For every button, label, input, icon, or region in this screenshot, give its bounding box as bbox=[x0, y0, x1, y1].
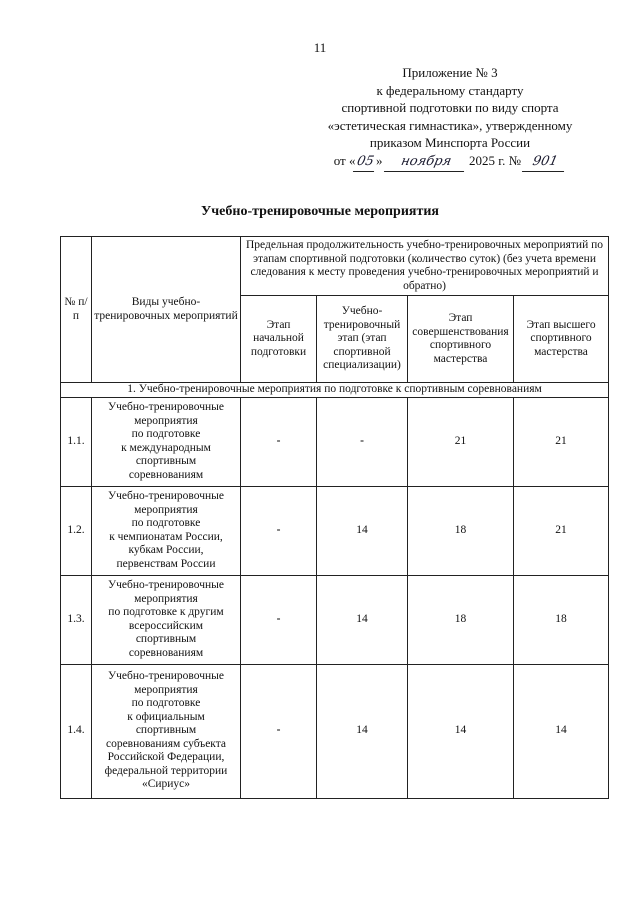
header-stage-initial: Этап начальной подготовки bbox=[241, 296, 317, 383]
kind-line: спортивным bbox=[135, 455, 197, 467]
header-stage-higher: Этап высшего спортивного мастерства bbox=[514, 296, 609, 383]
kind-line: мероприятия bbox=[134, 503, 198, 516]
row-number: 1.3. bbox=[61, 575, 92, 664]
row-number: 1.1. bbox=[61, 397, 92, 486]
section-title: 1. Учебно-тренировочные мероприятия по подготовке к спортивным соревнованиям bbox=[61, 383, 609, 398]
row-kind bbox=[92, 575, 241, 664]
document-title: Учебно-тренировочные мероприятия bbox=[201, 204, 439, 219]
kind-line: к официальным bbox=[127, 710, 205, 723]
kind-line: по подготовке к другим bbox=[108, 606, 224, 618]
cell-stage-training: 14 bbox=[317, 486, 408, 575]
cell-stage-higher: 18 bbox=[514, 575, 609, 664]
cell-stage-initial: - bbox=[241, 664, 317, 798]
kind-line: первенствам России bbox=[116, 557, 216, 570]
handwritten-day: 05 bbox=[354, 153, 378, 172]
table-row bbox=[61, 664, 609, 798]
kind-line: по подготовке bbox=[131, 517, 201, 529]
cell-stage-training: 14 bbox=[317, 575, 408, 664]
header-stage-improvement: Этап совершенствования спортивного мастерства bbox=[408, 296, 514, 383]
cell-stage-improvement: 21 bbox=[408, 397, 514, 486]
kind-line: кубкам России, bbox=[128, 544, 204, 556]
kind-line: к чемпионатам России, bbox=[109, 530, 223, 543]
kind-line: соревнованиям субъекта bbox=[105, 737, 227, 750]
cell-stage-higher: 14 bbox=[514, 664, 609, 798]
table-row bbox=[61, 486, 609, 575]
kind-line: мероприятия bbox=[134, 592, 198, 605]
cell-stage-initial: - bbox=[241, 575, 317, 664]
cell-stage-higher: 21 bbox=[514, 486, 609, 575]
section-row bbox=[61, 383, 609, 398]
kind-line: Российской Федерации, bbox=[107, 751, 225, 764]
cell-stage-improvement: 18 bbox=[408, 486, 514, 575]
cell-stage-improvement: 18 bbox=[408, 575, 514, 664]
date-mid: » bbox=[376, 152, 383, 168]
header-kind: Виды учебно-тренировочных мероприятий bbox=[92, 237, 241, 383]
kind-line: соревнованиям bbox=[128, 468, 204, 481]
cell-stage-higher: 21 bbox=[514, 397, 609, 486]
appendix-line: приказом Минспорта России bbox=[369, 135, 531, 150]
kind-line: соревнованиям bbox=[128, 646, 204, 659]
table-header-row bbox=[61, 237, 609, 296]
kind-line: федеральной территории bbox=[104, 764, 228, 777]
kind-line: мероприятия bbox=[134, 683, 198, 696]
row-number: 1.4. bbox=[61, 664, 92, 798]
row-number: 1.2. bbox=[61, 486, 92, 575]
cell-stage-initial: - bbox=[241, 486, 317, 575]
table-row bbox=[61, 397, 609, 486]
header-duration: Предельная продолжительность учебно-тренировочных мероприятий по этапам спортивной подготовки (количество суток) (без учета времени следования к месту проведения учебно-тренировочных мероприятий и обратно) bbox=[241, 237, 609, 296]
kind-line: всероссийским bbox=[128, 619, 204, 632]
appendix-line: к федеральному стандарту bbox=[376, 82, 524, 98]
kind-line: к международным bbox=[121, 441, 211, 454]
cell-stage-improvement: 14 bbox=[408, 664, 514, 798]
table-row bbox=[61, 575, 609, 664]
kind-line: по подготовке bbox=[131, 697, 201, 710]
cell-stage-initial: - bbox=[241, 397, 317, 486]
row-kind bbox=[92, 486, 241, 575]
order-date-line bbox=[300, 152, 600, 172]
appendix-header bbox=[300, 64, 600, 171]
kind-line: спортивным bbox=[135, 724, 197, 737]
appendix-line: «эстетическая гимнастика», утвержденному bbox=[327, 117, 573, 133]
header-stage-training: Учебно-тренировочный этап (этап спортивной специализации) bbox=[317, 296, 408, 383]
date-prefix: от « bbox=[333, 152, 356, 168]
kind-line: «Сириус» bbox=[141, 778, 191, 791]
row-kind bbox=[92, 397, 241, 486]
kind-line: спортивным bbox=[135, 633, 197, 645]
handwritten-order-number: 901 bbox=[522, 153, 568, 172]
cell-stage-training: 14 bbox=[317, 664, 408, 798]
page-number: 11 bbox=[313, 40, 327, 55]
kind-line: Учебно-тренировочные bbox=[107, 490, 225, 502]
kind-line: Учебно-тренировочные bbox=[107, 401, 225, 413]
kind-line: мероприятия bbox=[134, 414, 198, 427]
appendix-line: Приложение № 3 bbox=[402, 65, 498, 80]
kind-line: по подготовке bbox=[131, 428, 201, 440]
handwritten-month: ноября bbox=[384, 153, 468, 172]
row-kind bbox=[92, 664, 241, 798]
events-table bbox=[60, 236, 609, 799]
header-number: № п/п bbox=[61, 237, 92, 383]
year-text: 2025 г. № bbox=[469, 152, 522, 168]
kind-line: Учебно-тренировочные bbox=[107, 670, 225, 683]
cell-stage-training: - bbox=[317, 397, 408, 486]
kind-line: Учебно-тренировочные bbox=[107, 579, 225, 591]
appendix-line: спортивной подготовки по виду спорта bbox=[341, 100, 559, 115]
